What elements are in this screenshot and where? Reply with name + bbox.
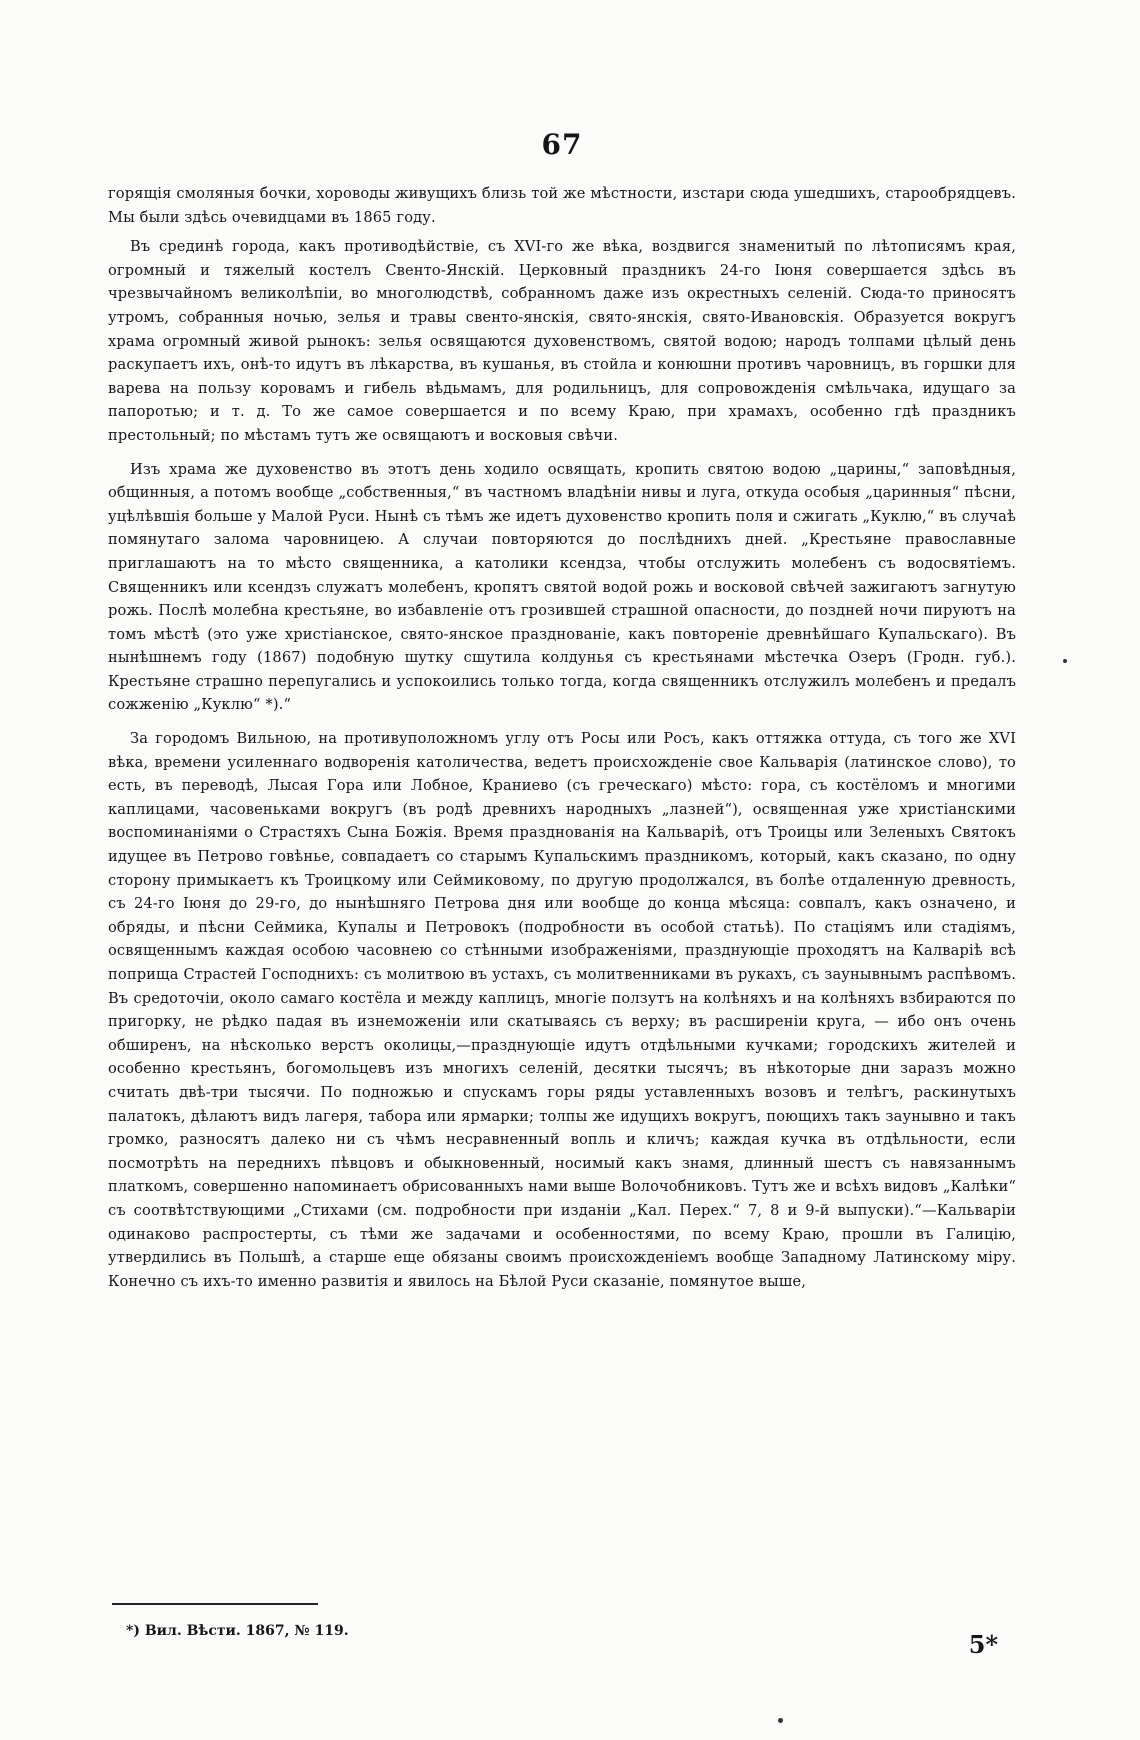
paragraph: горящія смоляныя бочки, хороводы живущихъ близь той же мѣстности, изстари сюда ушедшихъ, старообрядцевъ. Мы были здѣсь очевидцами въ 1865 году. bbox=[108, 185, 1016, 226]
paragraph: За городомъ Вильною, на противуположномъ углу отъ Росы или Росъ, какъ оттяжка оттуда, съ того же XVI вѣка, времени усиленнаго водворенія католичества, ведетъ происхожденіе свое Кальварія (латинское слово), то есть, въ переводѣ, Лысая Гора или Лобное, Краниево (съ греческаго) мѣсто: гора, съ костёломъ и многими каплицами, часовеньками вокругъ (въ родѣ древнихъ народныхъ „лазней“), освященная уже христіанскими воспоминаніями о Страстяхъ Сына Божія. Время празднованія на Кальваріѣ, отъ Троицы или Зеленыхъ Святокъ идущее въ Петрово говѣнье, совпадаетъ со старымъ Купальскимъ праздникомъ, который, какъ сказано, по одну сторону примыкаетъ къ Троицкому или Сеймиковому, по другую продолжался, въ болѣе отдаленную древность, съ 24-го Іюня до 29-го, до нынѣшняго Петрова дня или вообще до конца мѣсяца: совпалъ, какъ означено, и обряды, и пѣсни Сеймика, Купалы и Петровокъ (подробности въ особой статьѣ). По стаціямъ или стадіямъ, освященнымъ каждая особою часовнею со стѣнными изображеніями, празднующіе проходятъ на Калваріѣ всѣ поприща Страстей Господнихъ: съ молитвою въ устахъ, съ молитвенниками въ рукахъ, съ заунывнымъ распѣвомъ. Въ средоточіи, около самаго костёла и между каплицъ, многіе ползутъ на колѣняхъ и на колѣняхъ взбираются по пригорку, не рѣдко падая въ изнеможеніи или скатываясь съ верху; въ расширеніи круга, — ибо онъ очень обширенъ, на нѣсколько верстъ околицы,—празднующіе идутъ отдѣльными кучками; городскихъ жителей и особенно крестьянъ, богомольцевъ изъ многихъ селеній, десятки тысячъ; въ нѣкоторые дни заразъ можно считать двѣ-три тысячи. По подножью и спускамъ горы ряды уставленныхъ возовъ и телѣгъ, раскинутыхъ палатокъ, дѣлаютъ видъ лагеря, табора или ярмарки; толпы же идущихъ вокругъ, поющихъ такъ заунывно и такъ громко, разносятъ далеко ни съ чѣмъ несравненный вопль и кличъ; каждая кучка въ отдѣльности, если посмотрѣть на переднихъ пѣвцовъ и обыкновенный, носимый какъ знамя, длинный шестъ съ навязаннымъ платкомъ, совершенно напоминаетъ обрисованныхъ нами выше Волочобниковъ. Тутъ же и всѣхъ видовъ „Калѣки“ съ соотвѣтствующими „Стихами (см. подробности при изданіи „Кал. Перех.“ 7, 8 и 9-й выпуски).“—Кальваріи одинаково распростерты, съ тѣми же задачами и особенностями, по всему Краю, прошли въ Галицію, утвердились въ Польшѣ, а старше еще обязаны своимъ происхожденіемъ вообще Западному Латинскому міру. Конечно съ ихъ-то именно развитія и явилось на Бѣлой Руси сказаніе, помянутое выше, bbox=[108, 730, 1016, 1290]
footnote-divider bbox=[112, 1603, 318, 1605]
signature-mark: 5* bbox=[968, 1630, 998, 1659]
scan-speck bbox=[1063, 659, 1067, 663]
paragraph: Въ срединѣ города, какъ противодѣйствіе, съ XVI-го же вѣка, воздвигся знаменитый по лѣтописямъ края, огромный и тяжелый костелъ Свенто-Янскій. Церковный праздникъ 24-го Іюня совершается здѣсь въ чрезвычайномъ великолѣпіи, во многолюдствѣ, собранномъ даже изъ окрестныхъ селеній. Сюда-то приносятъ утромъ, собранныя ночью, зелья и травы свенто-янскія, свято-янскія, свято-Ивановскія. Образуется вокругъ храма огромный живой рынокъ: зелья освящаются духовенствомъ, святой водою; народъ толпами цѣлый день раскупаетъ ихъ, онѣ-то идутъ въ лѣкарства, въ кушанья, въ стойла и конюшни противъ чаровницъ, въ горшки для варева на пользу коровамъ и гибель вѣдьмамъ, для родильницъ, для сопровожденія смѣльчака, идущаго за папоротью; и т. д. То же самое совершается и по всему Краю, при храмахъ, особенно гдѣ праздникъ престольный; по мѣстамъ тутъ же освящаютъ и восковыя свѣчи. bbox=[108, 238, 1016, 444]
body-text bbox=[108, 182, 1016, 1293]
footnote: *) Вил. Вѣсти. 1867, № 119. bbox=[126, 1623, 349, 1639]
page-number: 67 bbox=[541, 128, 583, 161]
document-page bbox=[108, 0, 1016, 1740]
paragraph: Изъ храма же духовенство въ этотъ день ходило освящать, кропить святою водою „царины,“ заповѣдныя, общинныя, а потомъ вообще „собственныя,“ въ частномъ владѣніи нивы и луга, откуда особыя „царинныя“ пѣсни, уцѣлѣвшія больше у Малой Руси. Нынѣ съ тѣмъ же идетъ духовенство кропить поля и сжигать „Куклю,“ въ случаѣ помянутаго залома чаровницею. А случаи повторяются до послѣднихъ дней. „Крестьяне православные приглашаютъ на то мѣсто священника, а католики ксендза, чтобы отслужить молебенъ съ водосвятіемъ. Священникъ или ксендзъ служатъ молебенъ, кропятъ святой водой рожь и восковой свѣчей зажигаютъ загнутую рожь. Послѣ молебна крестьяне, во избавленіе отъ грозившей страшной опасности, до поздней ночи пируютъ на томъ мѣстѣ (это уже христіанское, свято-янское празднованіе, какъ повтореніе древнѣйшаго Купальскаго). Въ нынѣшнемъ году (1867) подобную шутку сшутила колдунья съ крестьянами мѣстечка Озеръ (Гродн. губ.). Крестьяне страшно перепугались и успокоились только тогда, когда священникъ отслужилъ молебенъ и предалъ сожженію „Куклю“ *).“ bbox=[108, 460, 1016, 714]
scan-speck bbox=[778, 1718, 783, 1723]
